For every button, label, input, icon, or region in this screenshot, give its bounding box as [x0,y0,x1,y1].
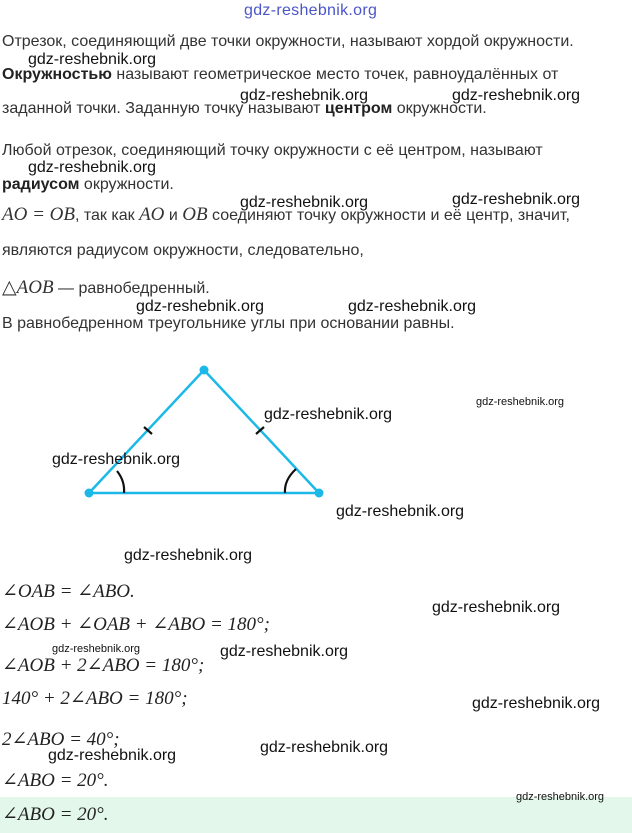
math-line-6: ∠ABO = 20°. [2,770,109,791]
radius-text: окружности. [83,176,174,193]
watermark: gdz-reshebnik.org [124,547,253,564]
math-line-3: ∠AOB + 2∠ABO = 180°; [2,655,205,676]
math-line-1: ∠OAB = ∠ABO. [2,581,135,602]
segment-ob: OB [182,204,208,225]
radius-conclusion: являются радиусом окружности, следовательно, [2,242,364,259]
vertex-b [315,489,324,498]
segment-ao: AO [139,204,165,225]
watermark: gdz-reshebnik.org [472,695,601,712]
math-line-2: ∠AOB + ∠OAB + ∠ABO = 180°; [2,614,270,635]
equation-ao-ob: AO = OB [2,204,75,225]
watermark: gdz-reshebnik.org [28,51,157,68]
watermark: gdz-reshebnik.org [260,739,389,756]
side-ob [204,370,319,493]
since-text: , так как [74,207,135,224]
isosceles-text: — равнобедренный. [58,280,210,297]
math-line-4: 140° + 2∠ABO = 180°; [2,688,188,709]
connect-text: соединяют точку окружности и её центр, значит, [212,207,570,224]
watermark: gdz-reshebnik.org [240,194,369,211]
side-oa [89,370,204,493]
and-text: и [168,207,178,224]
watermark: gdz-reshebnik.org [348,298,477,315]
watermark: gdz-reshebnik.org [432,599,561,616]
math-line-5: 2∠ABO = 40°; [2,729,120,750]
angle-arc-a [117,471,124,493]
watermark: gdz-reshebnik.org [48,747,177,764]
answer-line: ∠ABO = 20°. [2,804,109,825]
vertex-a [85,489,94,498]
term-radius: радиусом [2,176,80,193]
watermark: gdz-reshebnik.org [452,191,581,208]
center-text-a: заданной точки. Заданную точку называют [2,100,321,117]
watermark: gdz-reshebnik.org [452,87,581,104]
watermark: gdz-reshebnik.org [136,298,265,315]
watermark: gdz-reshebnik.org [28,159,157,176]
site-watermark-top: gdz-reshebnik.org [244,2,378,19]
watermark: gdz-reshebnik.org [336,503,465,520]
center-text-b: окружности. [396,100,487,117]
term-circle: Окружностью [2,66,112,83]
watermark: gdz-reshebnik.org [52,451,181,468]
chord-definition: Отрезок, соединяющий две точки окружности, называют хордой окружности. [2,33,574,50]
watermark: gdz-reshebnik.org [240,87,369,104]
watermark: gdz-reshebnik.org [52,643,141,655]
angle-arc-b [285,469,296,493]
watermark: gdz-reshebnik.org [516,791,605,803]
base-angles-statement: В равнобедренном треугольнике углы при основании равны. [2,315,455,332]
term-center: центром [324,100,393,117]
triangle-aob: △AOB [2,277,54,298]
watermark: gdz-reshebnik.org [220,643,349,660]
vertex-o [200,366,209,375]
watermark: gdz-reshebnik.org [264,406,393,423]
radius-definition-line1: Любой отрезок, соединяющий точку окружности с её центром, называют [2,142,543,159]
watermark: gdz-reshebnik.org [476,396,565,408]
circle-definition-text: называют геометрическое место точек, равноудалённых от [116,66,559,83]
